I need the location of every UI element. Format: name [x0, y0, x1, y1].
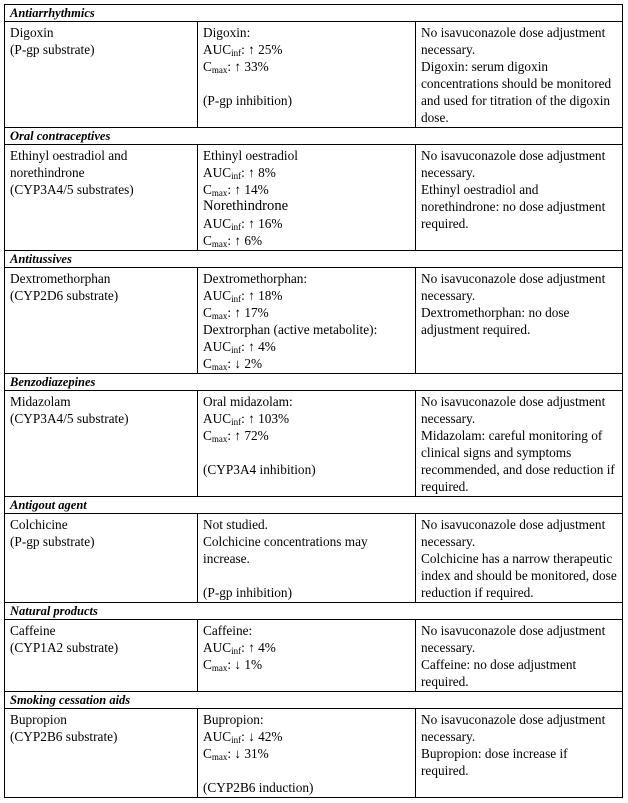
- effect-cell: [198, 391, 416, 497]
- pk-parameter: AUC: [203, 411, 232, 426]
- recommendation-cell: [416, 391, 623, 497]
- effect-text: Caffeine:: [203, 623, 253, 638]
- pk-subscript: max: [211, 188, 228, 198]
- pk-parameter-line: [203, 728, 411, 745]
- pk-subscript: inf: [231, 345, 242, 355]
- drug-mechanism: (CYP3A4/5 substrate): [10, 411, 129, 426]
- drug-name: Dextromethorphan: [10, 271, 111, 286]
- pk-subscript: inf: [231, 646, 242, 656]
- effect-cell: [198, 22, 416, 128]
- pk-change: : ↑ 17%: [227, 305, 269, 320]
- effect-text: Oral midazolam:: [203, 394, 293, 409]
- recommendation-text: No isavuconazole dose adjustment necessary.: [421, 517, 606, 549]
- effect-text: Ethinyl oestradiol: [203, 148, 298, 163]
- pk-change: : ↓ 42%: [241, 729, 283, 744]
- category-label: Antiarrhythmics: [10, 6, 95, 20]
- pk-parameter: AUC: [203, 339, 232, 354]
- recommendation-text: No isavuconazole dose adjustment necessary.: [421, 25, 606, 57]
- pk-change: : ↑ 72%: [227, 428, 269, 443]
- category-header: [5, 128, 623, 145]
- drug-interaction-table: [4, 4, 623, 798]
- effect-text: (CYP2B6 induction): [203, 780, 314, 795]
- pk-subscript: max: [211, 362, 228, 372]
- pk-parameter-line: [203, 287, 411, 304]
- category-row: [5, 5, 623, 22]
- pk-subscript: max: [211, 752, 228, 762]
- pk-parameter: C: [203, 305, 212, 320]
- pk-subscript: inf: [231, 417, 242, 427]
- pk-subscript: max: [211, 311, 228, 321]
- recommendation-cell: [416, 145, 623, 251]
- recommendation-text: Caffeine: no dose adjustment required.: [421, 657, 577, 689]
- pk-parameter: C: [203, 746, 212, 761]
- drug-mechanism: (CYP1A2 substrate): [10, 640, 119, 655]
- pk-change: : ↑ 6%: [227, 233, 263, 248]
- pk-subscript: inf: [231, 171, 242, 181]
- recommendation-text: No isavuconazole dose adjustment necessary.: [421, 394, 606, 426]
- drug-name: Caffeine: [10, 623, 56, 638]
- pk-change: : ↑ 14%: [227, 182, 269, 197]
- pk-parameter-line: [203, 58, 411, 75]
- drug-mechanism: (CYP3A4/5 substrates): [10, 182, 134, 197]
- pk-parameter: C: [203, 182, 212, 197]
- recommendation-text: Colchicine has a narrow therapeutic index and should be monitored, dose reduction if required.: [421, 551, 617, 600]
- recommendation-text: No isavuconazole dose adjustment necessary.: [421, 623, 606, 655]
- category-row: [5, 497, 623, 514]
- recommendation-cell: [416, 709, 623, 798]
- pk-subscript: max: [211, 663, 228, 673]
- effect-text: Not studied.: [203, 517, 269, 532]
- interaction-row: [5, 268, 623, 374]
- drug-mechanism: (P-gp substrate): [10, 534, 95, 549]
- pk-change: : ↑ 16%: [241, 216, 283, 231]
- recommendation-text: No isavuconazole dose adjustment necessary.: [421, 271, 606, 303]
- pk-parameter: C: [203, 59, 212, 74]
- effect-text: Digoxin:: [203, 25, 251, 40]
- pk-subscript: max: [211, 239, 228, 249]
- pk-parameter: AUC: [203, 288, 232, 303]
- drug-mechanism: (P-gp substrate): [10, 42, 95, 57]
- pk-subscript: inf: [231, 294, 242, 304]
- pk-parameter-line: [203, 410, 411, 427]
- pk-parameter: AUC: [203, 640, 232, 655]
- pk-change: : ↑ 103%: [241, 411, 290, 426]
- pk-change: : ↑ 33%: [227, 59, 269, 74]
- interaction-row: [5, 709, 623, 798]
- blank-line: [203, 567, 411, 584]
- recommendation-text: Dextromethorphan: no dose adjustment required.: [421, 305, 570, 337]
- pk-subscript: max: [211, 65, 228, 75]
- blank-line: [203, 75, 411, 92]
- blank-line: [203, 762, 411, 779]
- pk-parameter-line: [203, 215, 411, 232]
- pk-parameter-line: [203, 427, 411, 444]
- effect-text: Colchicine concentrations may increase.: [203, 534, 368, 566]
- pk-parameter-line: [203, 164, 411, 181]
- effect-cell: [198, 709, 416, 798]
- pk-parameter-line: [203, 304, 411, 321]
- pk-parameter: AUC: [203, 729, 232, 744]
- category-header: [5, 497, 623, 514]
- pk-parameter-line: [203, 181, 411, 198]
- pk-parameter-line: [203, 639, 411, 656]
- drug-name: Ethinyl oestradiol and norethindrone: [10, 148, 128, 180]
- pk-parameter: AUC: [203, 165, 232, 180]
- category-row: [5, 692, 623, 709]
- effect-text: (P-gp inhibition): [203, 93, 293, 108]
- pk-parameter-line: [203, 355, 411, 372]
- recommendation-text: Digoxin: serum digoxin concentrations should be monitored and used for titration of the digoxin dose.: [421, 59, 612, 125]
- pk-parameter-line: [203, 41, 411, 58]
- pk-parameter: C: [203, 356, 212, 371]
- category-header: [5, 251, 623, 268]
- pk-change: : ↑ 25%: [241, 42, 283, 57]
- drug-name: Bupropion: [10, 712, 67, 727]
- category-label: Oral contraceptives: [10, 129, 111, 143]
- category-header: [5, 692, 623, 709]
- recommendation-text: No isavuconazole dose adjustment necessary.: [421, 712, 606, 744]
- category-label: Antitussives: [10, 252, 72, 266]
- pk-parameter-line: [203, 745, 411, 762]
- pk-parameter-line: [203, 656, 411, 673]
- effect-cell: [198, 620, 416, 692]
- recommendation-text: Ethinyl oestradiol and norethindrone: no dose adjustment required.: [421, 182, 606, 231]
- effect-text: Dextromethorphan:: [203, 271, 308, 286]
- interaction-row: [5, 620, 623, 692]
- pk-change: : ↓ 31%: [227, 746, 269, 761]
- pk-subscript: inf: [231, 222, 242, 232]
- drug-cell: [5, 620, 198, 692]
- pk-parameter: AUC: [203, 42, 232, 57]
- drug-cell: [5, 268, 198, 374]
- recommendation-cell: [416, 620, 623, 692]
- drug-cell: [5, 709, 198, 798]
- pk-change: : ↑ 4%: [241, 640, 276, 655]
- category-row: [5, 374, 623, 391]
- effect-text: (CYP3A4 inhibition): [203, 462, 316, 477]
- pk-parameter: AUC: [203, 216, 232, 231]
- pk-change: : ↑ 4%: [241, 339, 276, 354]
- recommendation-cell: [416, 514, 623, 603]
- recommendation-cell: [416, 268, 623, 374]
- recommendation-text: Midazolam: careful monitoring of clinical signs and symptoms recommended, and dose reduction if required.: [421, 428, 615, 494]
- category-header: [5, 603, 623, 620]
- pk-change: : ↓ 1%: [227, 657, 263, 672]
- category-label: Smoking cessation aids: [10, 693, 131, 707]
- pk-parameter-line: [203, 338, 411, 355]
- category-row: [5, 128, 623, 145]
- pk-subscript: inf: [231, 735, 242, 745]
- pk-parameter: C: [203, 428, 212, 443]
- pk-subscript: max: [211, 434, 228, 444]
- effect-text: Bupropion:: [203, 712, 264, 727]
- pk-parameter: C: [203, 657, 212, 672]
- drug-cell: [5, 514, 198, 603]
- pk-subscript: inf: [231, 48, 242, 58]
- drug-name: Digoxin: [10, 25, 54, 40]
- drug-cell: [5, 22, 198, 128]
- recommendation-text: No isavuconazole dose adjustment necessary.: [421, 148, 606, 180]
- category-header: [5, 374, 623, 391]
- effect-cell: [198, 514, 416, 603]
- interaction-row: [5, 514, 623, 603]
- effect-cell: [198, 268, 416, 374]
- pk-parameter: C: [203, 233, 212, 248]
- blank-line: [203, 444, 411, 461]
- interaction-table-container: [4, 4, 622, 798]
- pk-change: : ↑ 18%: [241, 288, 283, 303]
- drug-name: Colchicine: [10, 517, 68, 532]
- effect-cell: [198, 145, 416, 251]
- pk-change: : ↑ 8%: [241, 165, 276, 180]
- recommendation-cell: [416, 22, 623, 128]
- pk-parameter-line: [203, 232, 411, 249]
- interaction-row: [5, 391, 623, 497]
- category-label: Benzodiazepines: [10, 375, 96, 389]
- effect-text: Norethindrone: [203, 198, 289, 214]
- effect-text: Dextrorphan (active metabolite):: [203, 322, 378, 337]
- category-label: Natural products: [10, 604, 98, 618]
- drug-cell: [5, 391, 198, 497]
- category-header: [5, 5, 623, 22]
- table-body: [5, 5, 623, 798]
- category-row: [5, 251, 623, 268]
- category-row: [5, 603, 623, 620]
- drug-name: Midazolam: [10, 394, 71, 409]
- interaction-row: [5, 22, 623, 128]
- category-label: Antigout agent: [10, 498, 87, 512]
- drug-cell: [5, 145, 198, 251]
- pk-change: : ↓ 2%: [227, 356, 263, 371]
- interaction-row: [5, 145, 623, 251]
- effect-text: (P-gp inhibition): [203, 585, 293, 600]
- recommendation-text: Bupropion: dose increase if required.: [421, 746, 568, 778]
- drug-mechanism: (CYP2B6 substrate): [10, 729, 118, 744]
- drug-mechanism: (CYP2D6 substrate): [10, 288, 119, 303]
